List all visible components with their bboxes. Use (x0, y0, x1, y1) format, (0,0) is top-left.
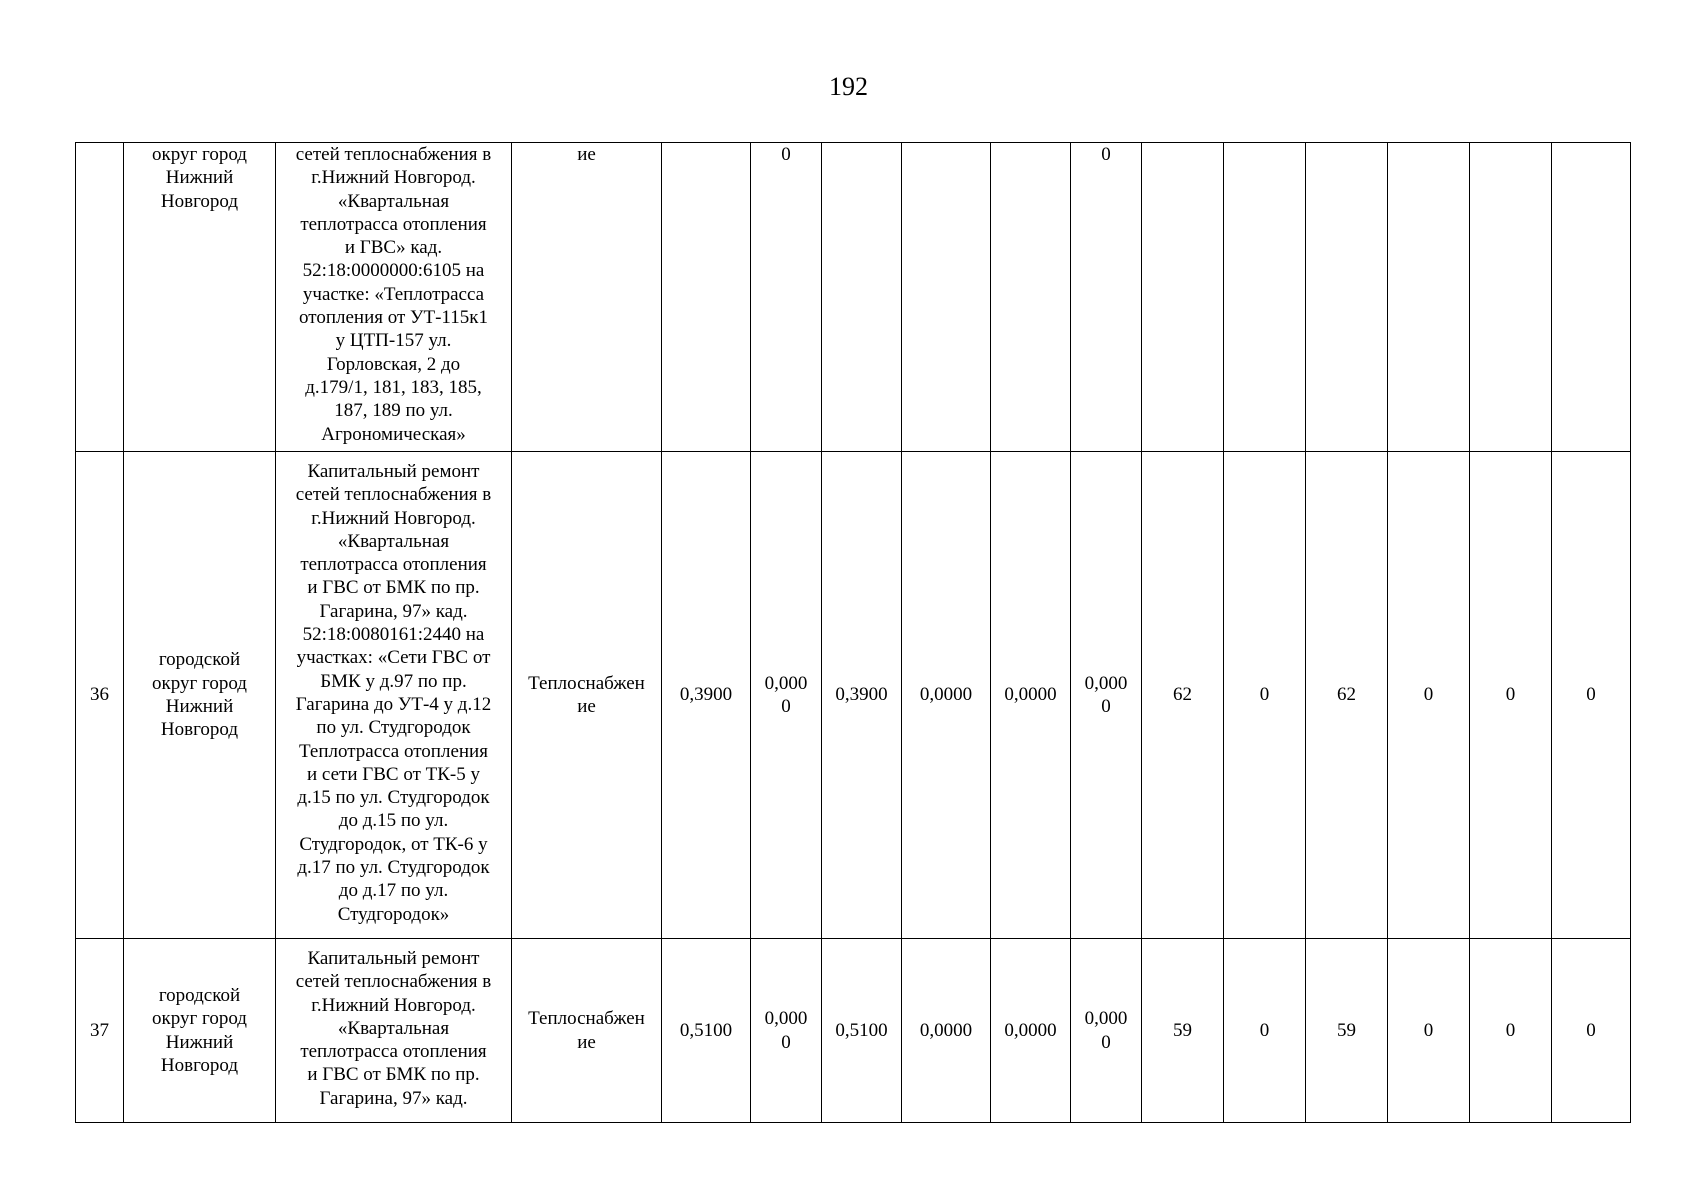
cell-description: Капитальный ремонт сетей теплоснабжения в г.Нижний Новгород. «Квартальная теплотрасса отопления и ГВС от БМК по пр. Гагарина, 97» кад. 52:18:0080161:2440 на участках: «Сети ГВС от БМК у д.97 по пр. Гагарина до УТ-4 у д.12 по ул. Студгородок Теплотрасса отопления и сети ГВС от ТК-5 у д.15 по ул. Студгородок до д.15 по ул. Студгородок, от ТК-6 у д.17 по ул. Студгородок до д.17 по ул. Студгородок» (276, 452, 512, 939)
cell-value-3: 0,3900 (822, 452, 902, 939)
cell-count-5: 0 (1470, 452, 1552, 939)
cell-description: сетей теплоснабжения в г.Нижний Новгород. «Квартальная теплотрасса отопления и ГВС» кад. 52:18:0000000:6105 на участке: «Теплотрасса отопления от УТ-115к1 у ЦТП-157 ул. Горловская, 2 до д.179/1, 181, 183, 185, 187, 189 по ул. Агрономическая» (276, 143, 512, 452)
cell-description: Капитальный ремонт сетей теплоснабжения в г.Нижний Новгород. «Квартальная теплотрасса отопления и ГВС от БМК по пр. Гагарина, 97» кад. (276, 939, 512, 1123)
cell-municipality: городской округ город Нижний Новгород (124, 939, 276, 1123)
cell-value-5: 0,0000 (991, 452, 1071, 939)
cell-value-4 (902, 143, 991, 452)
cell-municipality: городской округ город Нижний Новгород (124, 452, 276, 939)
cell-count-6: 0 (1552, 939, 1631, 1123)
cell-num (76, 143, 124, 452)
cell-value-4: 0,0000 (902, 452, 991, 939)
cell-count-4: 0 (1388, 939, 1470, 1123)
cell-count-6 (1552, 143, 1631, 452)
cell-count-5 (1470, 143, 1552, 452)
cell-municipality: округ город Нижний Новгород (124, 143, 276, 452)
cell-value-5: 0,0000 (991, 939, 1071, 1123)
cell-count-4: 0 (1388, 452, 1470, 939)
cell-type: Теплоснабжен ие (512, 452, 662, 939)
cell-value-4: 0,0000 (902, 939, 991, 1123)
cell-count-4 (1388, 143, 1470, 452)
cell-count-1: 62 (1142, 452, 1224, 939)
table-row (76, 143, 1631, 452)
cell-count-2: 0 (1224, 939, 1306, 1123)
cell-value-1: 0,3900 (662, 452, 751, 939)
cell-value-1 (662, 143, 751, 452)
table-row (76, 452, 1631, 939)
page-number: 192 (829, 72, 868, 101)
cell-count-3 (1306, 143, 1388, 452)
cell-count-1 (1142, 143, 1224, 452)
cell-count-2 (1224, 143, 1306, 452)
cell-value-6: 0 (1071, 143, 1142, 452)
cell-value-1: 0,5100 (662, 939, 751, 1123)
cell-value-5 (991, 143, 1071, 452)
table-row (76, 939, 1631, 1123)
data-table (75, 142, 1631, 1123)
cell-value-2: 0,000 0 (751, 939, 822, 1123)
cell-type: Теплоснабжен ие (512, 939, 662, 1123)
cell-value-3: 0,5100 (822, 939, 902, 1123)
cell-type: ие (512, 143, 662, 452)
cell-value-2: 0 (751, 143, 822, 452)
cell-count-3: 59 (1306, 939, 1388, 1123)
cell-count-5: 0 (1470, 939, 1552, 1123)
cell-value-6: 0,000 0 (1071, 452, 1142, 939)
cell-count-6: 0 (1552, 452, 1631, 939)
cell-count-3: 62 (1306, 452, 1388, 939)
cell-value-2: 0,000 0 (751, 452, 822, 939)
cell-value-3 (822, 143, 902, 452)
cell-num: 36 (76, 452, 124, 939)
cell-value-6: 0,000 0 (1071, 939, 1142, 1123)
cell-num: 37 (76, 939, 124, 1123)
cell-count-1: 59 (1142, 939, 1224, 1123)
cell-count-2: 0 (1224, 452, 1306, 939)
